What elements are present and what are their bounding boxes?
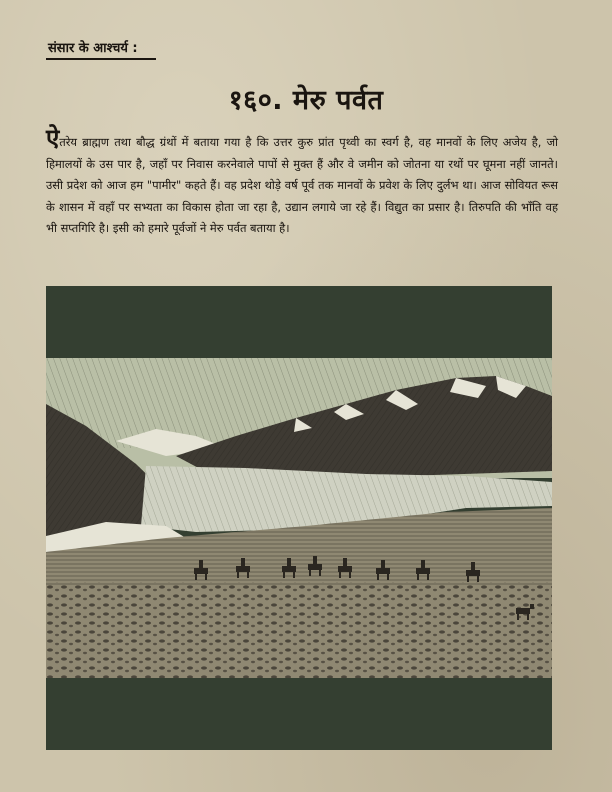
series-underline <box>46 58 156 60</box>
article-title: १६०. मेरु पर्वत <box>228 85 384 116</box>
mountain-illustration <box>46 286 552 750</box>
frame-bottom-band <box>46 678 552 750</box>
article-body <box>46 124 558 240</box>
drop-cap: ऐ <box>46 124 60 152</box>
article-text: तरेय ब्राह्मण तथा बौद्ध ग्रंथों में बताया गया है कि उत्तर कुरु प्रांत पृथ्वी का स्वर्ग है, वह मानवों के लिए अजेय है, जो हिमालयों के उस पार है, जहाँ पर निवास करनेवाले पापों से मुक्त हैं और वे जमीन को जोतना या रथों पर घूमना नहीं जानते। उसी प्रदेश को आज हम "पामीर" कहते हैं। वह प्रदेश थोड़े वर्ष पूर्व तक मानवों के प्रवेश के लिए दुर्लभ था। आज सोवियत रूस के शासन में वहाँ पर सभ्यता का विकास होता जा रहा है, उद्यान लगाये जा रहे हैं। विद्युत का प्रसार है। तिरुपति की भाँति वह भी सप्तगिरि है। इसी को हमारे पूर्वजों ने मेरु पर्वत बताया है। <box>46 135 558 236</box>
rocky-foreground <box>46 582 552 678</box>
frame-top-band <box>46 286 552 358</box>
illustration-svg <box>46 286 552 750</box>
series-label: संसार के आश्चर्य : <box>48 41 138 56</box>
